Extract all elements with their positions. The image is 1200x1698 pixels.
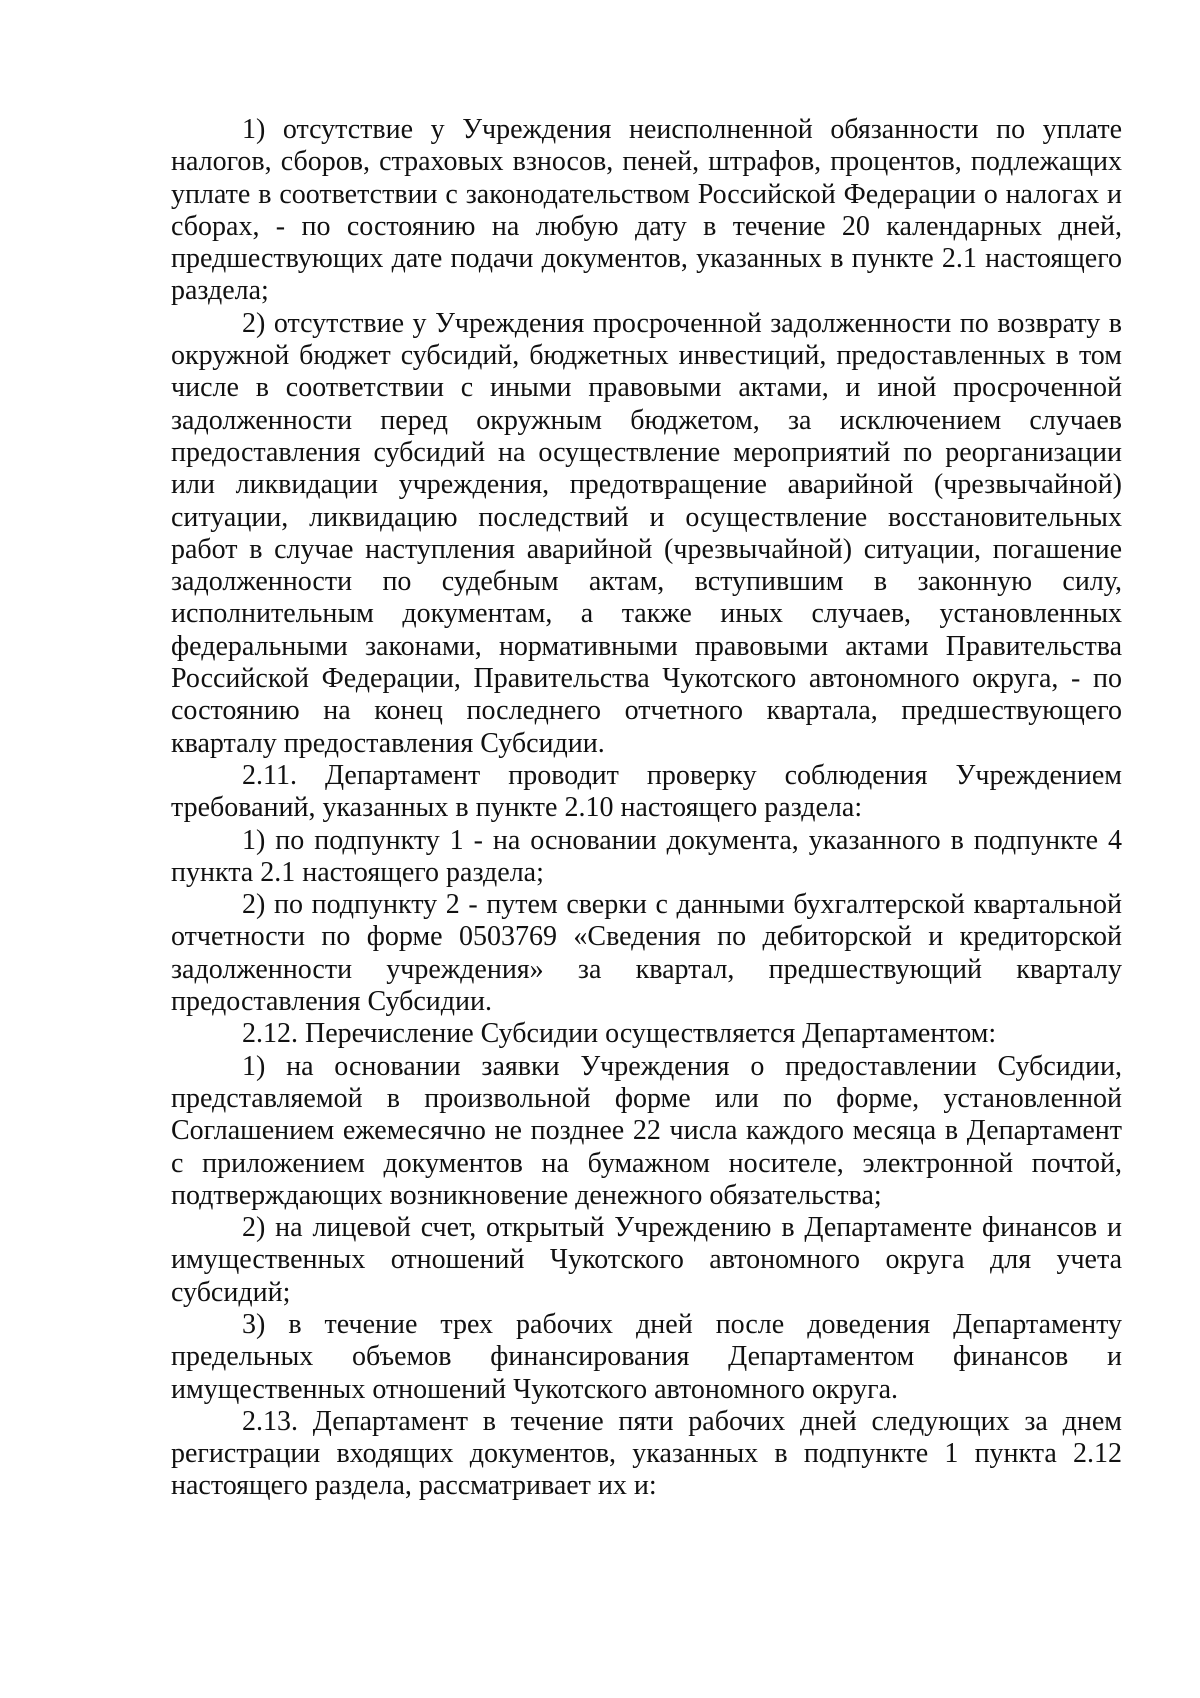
- paragraph-2-12-item-1: 1) на основании заявки Учреждения о предоставлении Субсидии, представляемой в произвольной форме или по форме, установленной Соглашением ежемесячно не позднее 22 числа каждого месяца в Департамент с приложением документов на бумажном носителе, электронной почтой, подтверждающих возникновение денежного обязательства;: [171, 1050, 1122, 1211]
- paragraph-2-13: 2.13. Департамент в течение пяти рабочих дней следующих за днем регистрации входящих документов, указанных в подпункте 1 пункта 2.12 настоящего раздела, рассматривает их и:: [171, 1405, 1122, 1502]
- paragraph-2-11: 2.11. Департамент проводит проверку соблюдения Учреждением требований, указанных в пункте 2.10 настоящего раздела:: [171, 759, 1122, 824]
- paragraph-2-12: 2.12. Перечисление Субсидии осуществляется Департаментом:: [242, 1018, 997, 1050]
- paragraph-2-11-item-2: 2) по подпункту 2 - путем сверки с данными бухгалтерской квартальной отчетности по форме 0503769 «Сведения по дебиторской и кредиторской задолженности учреждения» за квартал, предшествующий кварталу предоставления Субсидии.: [171, 889, 1122, 1018]
- document-page: [171, 114, 1122, 1503]
- paragraph-item-1-tax-obligations: 1) отсутствие у Учреждения неисполненной обязанности по уплате налогов, сборов, страховых взносов, пеней, штрафов, процентов, подлежащих уплате в соответствии с законодательством Российской Федерации о налогах и сборах, - по состоянию на любую дату в течение 20 календарных дней, предшествующих дате подачи документов, указанных в пункте 2.1 настоящего раздела;: [171, 114, 1122, 307]
- paragraph-item-2-overdue-debt: 2) отсутствие у Учреждения просроченной задолженности по возврату в окружной бюджет субсидий, бюджетных инвестиций, предоставленных в том числе в соответствии с иными правовыми актами, и иной просроченной задолженности перед окружным бюджетом, за исключением случаев предоставления субсидий на осуществление мероприятий по реорганизации или ликвидации учреждения, предотвращение аварийной (чрезвычайной) ситуации, ликвидацию последствий и осуществление восстановительных работ в случае наступления аварийной (чрезвычайной) ситуации, погашение задолженности по судебным актам, вступившим в законную силу, исполнительным документам, а также иных случаев, установленных федеральными законами, нормативными правовыми актами Правительства Российской Федерации, Правительства Чукотского автономного округа, - по состоянию на конец последнего отчетного квартала, предшествующего кварталу предоставления Субсидии.: [171, 307, 1122, 759]
- paragraph-2-12-item-3: 3) в течение трех рабочих дней после доведения Департаменту предельных объемов финансирования Департаментом финансов и имущественных отношений Чукотского автономного округа.: [171, 1308, 1122, 1405]
- paragraph-2-12-item-2: 2) на лицевой счет, открытый Учреждению в Департаменте финансов и имущественных отношений Чукотского автономного округа для учета субсидий;: [171, 1212, 1122, 1308]
- paragraph-2-11-item-1: 1) по подпункту 1 - на основании документа, указанного в подпункте 4 пункта 2.1 настоящего раздела;: [171, 824, 1122, 888]
